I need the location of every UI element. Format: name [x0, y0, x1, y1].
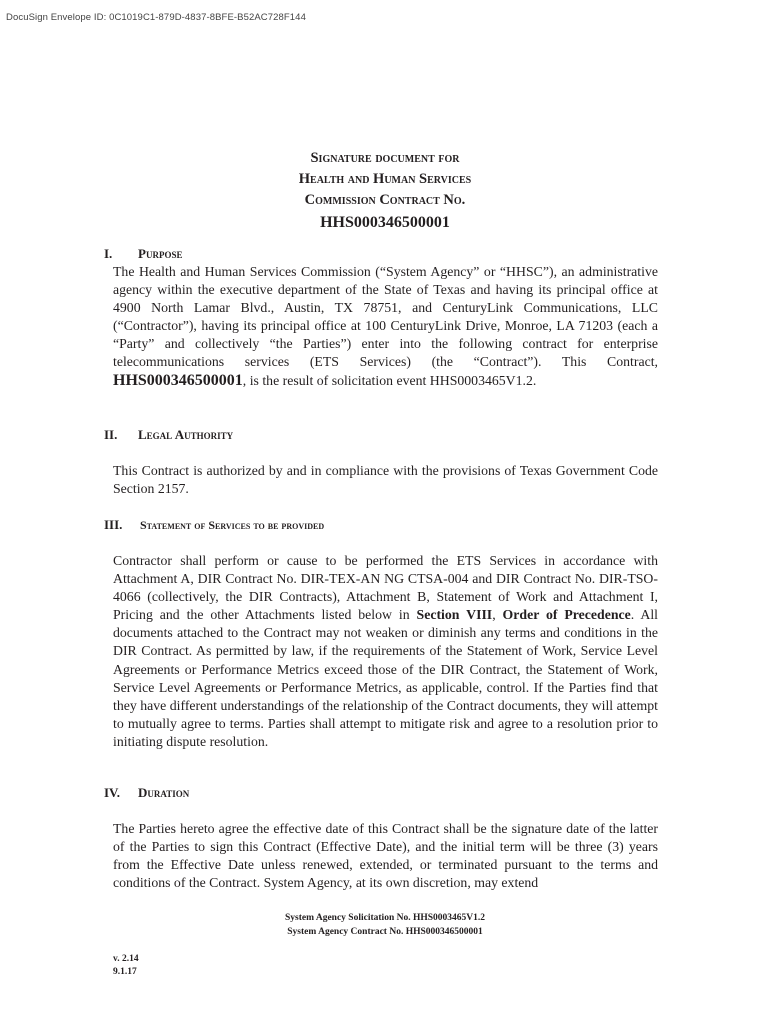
title-contract-number: HHS000346500001	[320, 214, 450, 231]
section-title: Purpose	[138, 246, 183, 261]
section-title: Legal Authority	[138, 427, 234, 442]
title-line-1: Signature document for	[310, 150, 460, 166]
order-of-precedence-reference: Order of Precedence	[502, 607, 631, 623]
section-numeral: II.	[104, 427, 118, 442]
document-version	[113, 953, 139, 979]
section-reference: Section VIII	[416, 607, 493, 623]
footer-solicitation-number: System Agency Solicitation No. HHS0003465V1.2	[284, 913, 486, 923]
section-heading-duration	[104, 785, 189, 801]
paragraph-text: Contractor shall perform or cause to be performed the ETS Services in accordance with Attachment A, DIR Contract No. DIR-TEX-AN NG CTSA-004 and DIR Contract No. DIR-TSO-4066 (collectively, the DIR Contracts), Attachment B, Statement of Work and Attachment I, Pricing and the other Attachments listed below in	[113, 553, 658, 623]
page-footer	[0, 911, 770, 939]
contract-number-inline: HHS000346500001	[113, 371, 243, 389]
section-heading-statement-of-services	[104, 517, 324, 533]
paragraph-text: ,	[492, 607, 503, 623]
section-title: Statement of Services to be provided	[140, 518, 325, 532]
section-numeral: I.	[104, 246, 113, 261]
section-heading-legal-authority	[104, 427, 233, 443]
footer-contract-number: System Agency Contract No. HHS000346500001	[287, 927, 483, 937]
title-line-3: Commission Contract No.	[304, 192, 466, 208]
version-number: v. 2.14	[113, 954, 139, 964]
section-title: Duration	[138, 785, 190, 800]
section-paragraph-purpose	[113, 263, 658, 390]
section-heading-purpose	[104, 246, 182, 262]
paragraph-text: The Health and Human Services Commission (“System Agency” or “HHSC”), an administrative agency within the executive department of the State of Texas and having its principal office at 4900 North Lamar Blvd., Austin, TX 78751, and CenturyLink Communications, LLC (“Contractor”), having its principal office at 100 CenturyLink Drive, Monroe, LA 71203 (each a “Party” and collectively “the Parties”) enter into the following contract for enterprise telecommunications services (ETS Services) (the “Contract”). This Contract,	[113, 264, 658, 370]
title-line-2: Health and Human Services	[298, 171, 472, 187]
document-title	[0, 148, 770, 233]
section-numeral: III.	[104, 517, 123, 532]
paragraph-text: . All documents attached to the Contract may not weaken or diminish any terms and conditions in the DIR Contract. As permitted by law, if the requirements of the Statement of Work, Service Level Agreements or Performance Metrics exceed those of the DIR Contract, the Statement of Work, Service Level Agreements or Performance Metrics, as applicable, control. If the Parties find that they have different understandings of the relationship of the Contract documents, they will attempt to mutually agree to terms. Parties shall attempt to mitigate risk and agree to a resolution prior to initiating dispute resolution.	[113, 607, 658, 749]
section-paragraph-duration: The Parties hereto agree the effective date of this Contract shall be the signature date of the latter of the Parties to sign this Contract (Effective Date), and the initial term will be three (3) years from the Effective Date unless renewed, extended, or terminated pursuant to the terms and conditions of the Contract. System Agency, at its own discretion, may extend	[113, 821, 658, 891]
docusign-envelope-id: DocuSign Envelope ID: 0C1019C1-879D-4837-8BFE-B52AC728F144	[6, 12, 306, 23]
section-paragraph-legal-authority: This Contract is authorized by and in compliance with the provisions of Texas Government Code Section 2157.	[113, 463, 658, 497]
section-numeral: IV.	[104, 785, 121, 800]
section-paragraph-statement-of-services	[113, 552, 658, 751]
paragraph-text: , is the result of solicitation event HHS0003465V1.2.	[242, 372, 537, 388]
version-date: 9.1.17	[113, 967, 137, 977]
